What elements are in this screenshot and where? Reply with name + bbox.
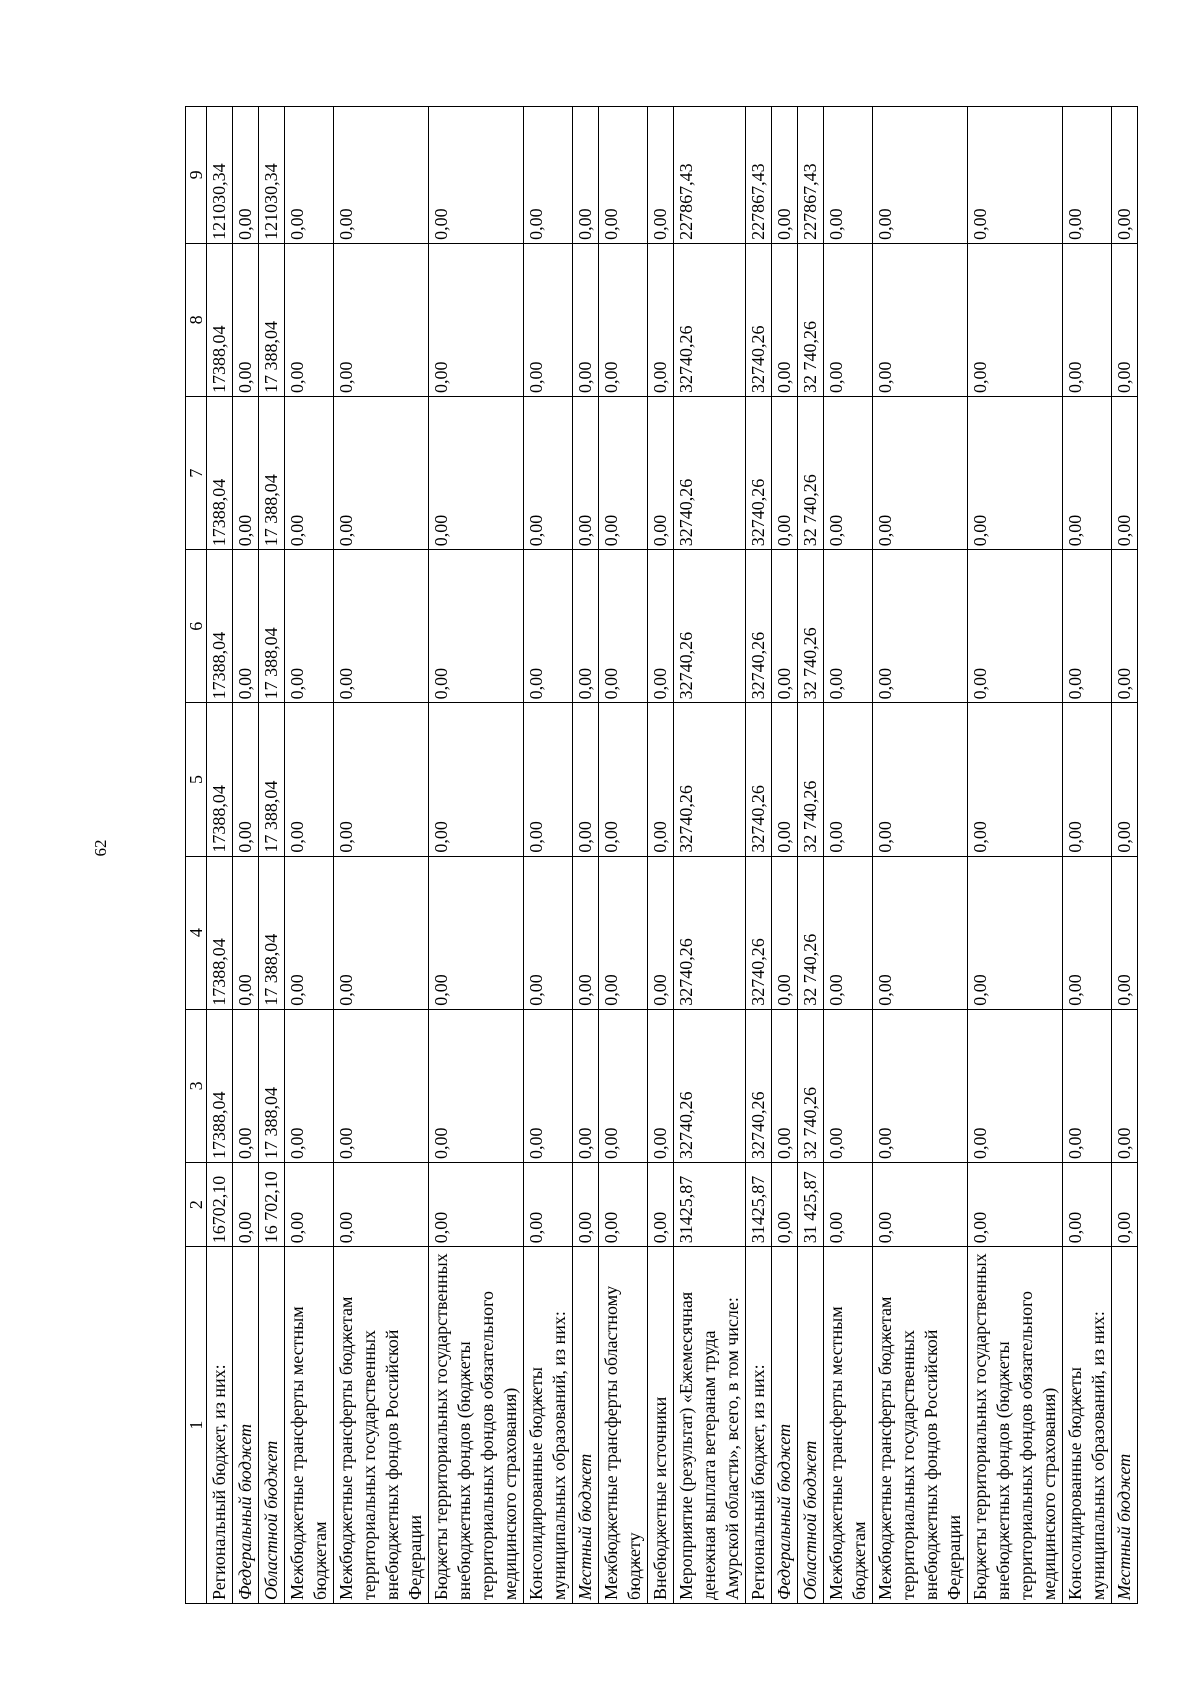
value-cell: 0,00 — [1112, 703, 1138, 856]
value-cell: 32740,26 — [674, 856, 746, 1009]
value-cell: 32740,26 — [746, 1009, 772, 1162]
row-label: Межбюджетные трансферты бюджетам территориальных государственных внебюджетных фондов Российской Федерации — [334, 1247, 429, 1604]
value-cell: 0,00 — [772, 1162, 798, 1246]
value-cell: 0,00 — [599, 550, 648, 703]
value-cell: 0,00 — [873, 243, 968, 396]
value-cell: 0,00 — [1112, 397, 1138, 550]
value-cell: 0,00 — [233, 397, 259, 550]
value-cell: 0,00 — [334, 243, 429, 396]
value-cell: 0,00 — [599, 856, 648, 1009]
value-cell: 0,00 — [648, 243, 674, 396]
row-label: Консолидированные бюджеты муниципальных образований, из них: — [524, 1247, 573, 1604]
value-cell: 0,00 — [968, 1009, 1063, 1162]
value-cell: 0,00 — [599, 1162, 648, 1246]
value-cell: 0,00 — [772, 550, 798, 703]
value-cell: 0,00 — [772, 856, 798, 1009]
table-row — [674, 107, 746, 1604]
value-cell: 0,00 — [334, 550, 429, 703]
value-cell: 227867,43 — [746, 107, 772, 244]
value-cell: 0,00 — [285, 856, 334, 1009]
value-cell: 32740,26 — [674, 703, 746, 856]
table-row — [1063, 107, 1112, 1604]
value-cell: 0,00 — [285, 703, 334, 856]
value-cell: 0,00 — [648, 856, 674, 1009]
table-row — [873, 107, 968, 1604]
value-cell: 0,00 — [429, 856, 524, 1009]
value-cell: 0,00 — [599, 1009, 648, 1162]
value-cell: 0,00 — [429, 1009, 524, 1162]
value-cell: 32 740,26 — [798, 1009, 824, 1162]
value-cell: 0,00 — [1112, 1009, 1138, 1162]
value-cell: 0,00 — [824, 703, 873, 856]
value-cell: 0,00 — [573, 550, 599, 703]
value-cell: 0,00 — [285, 1009, 334, 1162]
value-cell: 17 388,04 — [259, 243, 285, 396]
value-cell: 0,00 — [285, 1162, 334, 1246]
row-label: Внебюджетные источники — [648, 1247, 674, 1604]
value-cell: 0,00 — [772, 1009, 798, 1162]
table-row — [746, 107, 772, 1604]
table-row — [524, 107, 573, 1604]
value-cell: 17388,04 — [207, 397, 233, 550]
value-cell: 0,00 — [573, 703, 599, 856]
table-row — [772, 107, 798, 1604]
table-row — [798, 107, 824, 1604]
row-label: Бюджеты территориальных государственных внебюджетных фондов (бюджеты территориальных фондов обязательного медицинского страхования) — [968, 1247, 1063, 1604]
header-cell: 2 — [186, 1162, 207, 1246]
value-cell: 17388,04 — [207, 856, 233, 1009]
value-cell: 32 740,26 — [798, 397, 824, 550]
value-cell: 0,00 — [648, 703, 674, 856]
header-cell: 1 — [186, 1247, 207, 1604]
value-cell: 0,00 — [233, 107, 259, 244]
value-cell: 0,00 — [968, 243, 1063, 396]
value-cell: 0,00 — [233, 856, 259, 1009]
row-label: Межбюджетные трансферты местным бюджетам — [824, 1247, 873, 1604]
value-cell: 0,00 — [524, 243, 573, 396]
value-cell: 0,00 — [573, 107, 599, 244]
value-cell: 0,00 — [599, 397, 648, 550]
value-cell: 0,00 — [1063, 856, 1112, 1009]
value-cell: 0,00 — [648, 107, 674, 244]
value-cell: 0,00 — [524, 703, 573, 856]
header-cell: 6 — [186, 550, 207, 703]
header-cell: 7 — [186, 397, 207, 550]
value-cell: 16 702,10 — [259, 1162, 285, 1246]
value-cell: 31425,87 — [746, 1162, 772, 1246]
row-label: Местный бюджет — [1112, 1247, 1138, 1604]
value-cell: 0,00 — [334, 703, 429, 856]
value-cell: 0,00 — [648, 550, 674, 703]
value-cell: 0,00 — [772, 397, 798, 550]
value-cell: 0,00 — [824, 243, 873, 396]
row-label: Областной бюджет — [798, 1247, 824, 1604]
table-row — [334, 107, 429, 1604]
value-cell: 0,00 — [573, 1162, 599, 1246]
value-cell: 32740,26 — [674, 243, 746, 396]
value-cell: 0,00 — [524, 107, 573, 244]
value-cell: 0,00 — [824, 856, 873, 1009]
value-cell: 0,00 — [1063, 243, 1112, 396]
header-cell: 4 — [186, 856, 207, 1009]
value-cell: 0,00 — [873, 397, 968, 550]
value-cell: 0,00 — [233, 550, 259, 703]
value-cell: 0,00 — [772, 703, 798, 856]
table-row — [259, 107, 285, 1604]
value-cell: 0,00 — [1112, 107, 1138, 244]
value-cell: 0,00 — [648, 397, 674, 550]
value-cell: 0,00 — [1112, 856, 1138, 1009]
value-cell: 0,00 — [285, 107, 334, 244]
value-cell: 17 388,04 — [259, 856, 285, 1009]
value-cell: 32 740,26 — [798, 550, 824, 703]
value-cell: 0,00 — [285, 397, 334, 550]
value-cell: 0,00 — [573, 1009, 599, 1162]
value-cell: 0,00 — [968, 856, 1063, 1009]
value-cell: 17388,04 — [207, 703, 233, 856]
value-cell: 0,00 — [1063, 107, 1112, 244]
row-label: Федеральный бюджет — [233, 1247, 259, 1604]
table-row — [968, 107, 1063, 1604]
table-row — [599, 107, 648, 1604]
row-label: Межбюджетные трансферты бюджетам территориальных государственных внебюджетных фондов Российской Федерации — [873, 1247, 968, 1604]
value-cell: 32740,26 — [674, 397, 746, 550]
value-cell: 0,00 — [873, 550, 968, 703]
row-label: Региональный бюджет, из них: — [746, 1247, 772, 1604]
value-cell: 32 740,26 — [798, 703, 824, 856]
value-cell: 0,00 — [648, 1009, 674, 1162]
value-cell: 31425,87 — [674, 1162, 746, 1246]
row-label: Федеральный бюджет — [772, 1247, 798, 1604]
value-cell: 0,00 — [873, 1009, 968, 1162]
value-cell: 0,00 — [824, 550, 873, 703]
page-number: 62 — [91, 839, 110, 857]
value-cell: 0,00 — [1112, 243, 1138, 396]
value-cell: 32 740,26 — [798, 243, 824, 396]
value-cell: 0,00 — [968, 550, 1063, 703]
value-cell: 32740,26 — [746, 243, 772, 396]
value-cell: 0,00 — [1063, 1162, 1112, 1246]
value-cell: 0,00 — [968, 397, 1063, 550]
row-label: Бюджеты территориальных государственных внебюджетных фондов (бюджеты территориальных фондов обязательного медицинского страхования) — [429, 1247, 524, 1604]
value-cell: 0,00 — [824, 1162, 873, 1246]
value-cell: 0,00 — [873, 856, 968, 1009]
value-cell: 0,00 — [824, 1009, 873, 1162]
header-cell: 3 — [186, 1009, 207, 1162]
value-cell: 0,00 — [772, 107, 798, 244]
value-cell: 17388,04 — [207, 550, 233, 703]
header-cell: 5 — [186, 703, 207, 856]
table-row — [1112, 107, 1138, 1604]
row-label: Областной бюджет — [259, 1247, 285, 1604]
value-cell: 0,00 — [1063, 550, 1112, 703]
value-cell: 0,00 — [599, 243, 648, 396]
header-row — [186, 107, 207, 1604]
value-cell: 0,00 — [873, 1162, 968, 1246]
value-cell: 17 388,04 — [259, 550, 285, 703]
value-cell: 0,00 — [429, 107, 524, 244]
value-cell: 0,00 — [1063, 397, 1112, 550]
value-cell: 0,00 — [968, 1162, 1063, 1246]
value-cell: 0,00 — [824, 397, 873, 550]
value-cell: 121030,34 — [259, 107, 285, 244]
value-cell: 0,00 — [873, 107, 968, 244]
value-cell: 0,00 — [573, 243, 599, 396]
table-row — [429, 107, 524, 1604]
value-cell: 32 740,26 — [798, 856, 824, 1009]
value-cell: 0,00 — [524, 1009, 573, 1162]
value-cell: 0,00 — [968, 107, 1063, 244]
row-label: Межбюджетные трансферты областному бюджету — [599, 1247, 648, 1604]
value-cell: 0,00 — [1063, 1009, 1112, 1162]
value-cell: 0,00 — [524, 856, 573, 1009]
value-cell: 32740,26 — [674, 1009, 746, 1162]
table-row — [648, 107, 674, 1604]
header-cell: 9 — [186, 107, 207, 244]
value-cell: 31 425,87 — [798, 1162, 824, 1246]
value-cell: 32740,26 — [746, 550, 772, 703]
row-label: Мероприятие (результат) «Ежемесячная денежная выплата ветеранам труда Амурской области», всего, в том числе: — [674, 1247, 746, 1604]
value-cell: 0,00 — [824, 107, 873, 244]
financing-table — [185, 106, 1138, 1604]
header-cell: 8 — [186, 243, 207, 396]
value-cell: 0,00 — [599, 703, 648, 856]
value-cell: 0,00 — [968, 703, 1063, 856]
table-row — [285, 107, 334, 1604]
row-label: Региональный бюджет, из них: — [207, 1247, 233, 1604]
value-cell: 0,00 — [285, 243, 334, 396]
value-cell: 0,00 — [429, 1162, 524, 1246]
value-cell: 0,00 — [524, 550, 573, 703]
value-cell: 227867,43 — [674, 107, 746, 244]
value-cell: 0,00 — [429, 550, 524, 703]
value-cell: 32740,26 — [674, 550, 746, 703]
value-cell: 0,00 — [334, 1009, 429, 1162]
value-cell: 227867,43 — [798, 107, 824, 244]
value-cell: 0,00 — [873, 703, 968, 856]
table-row — [573, 107, 599, 1604]
value-cell: 0,00 — [524, 397, 573, 550]
value-cell: 32740,26 — [746, 856, 772, 1009]
value-cell: 17388,04 — [207, 243, 233, 396]
table-row — [233, 107, 259, 1604]
value-cell: 0,00 — [599, 107, 648, 244]
value-cell: 17388,04 — [207, 1009, 233, 1162]
value-cell: 0,00 — [334, 397, 429, 550]
row-label: Местный бюджет — [573, 1247, 599, 1604]
value-cell: 0,00 — [524, 1162, 573, 1246]
value-cell: 0,00 — [233, 243, 259, 396]
table-body — [207, 107, 1138, 1604]
value-cell: 0,00 — [233, 703, 259, 856]
value-cell: 0,00 — [334, 107, 429, 244]
value-cell: 0,00 — [1112, 550, 1138, 703]
value-cell: 17 388,04 — [259, 397, 285, 550]
rotated-table-area — [185, 106, 1151, 1604]
value-cell: 0,00 — [1063, 703, 1112, 856]
value-cell: 0,00 — [772, 243, 798, 396]
value-cell: 0,00 — [1112, 1162, 1138, 1246]
value-cell: 0,00 — [429, 397, 524, 550]
row-label: Межбюджетные трансферты местным бюджетам — [285, 1247, 334, 1604]
value-cell: 0,00 — [334, 856, 429, 1009]
value-cell: 0,00 — [429, 243, 524, 396]
table-row — [207, 107, 233, 1604]
value-cell: 0,00 — [285, 550, 334, 703]
value-cell: 0,00 — [573, 397, 599, 550]
value-cell: 0,00 — [648, 1162, 674, 1246]
value-cell: 17 388,04 — [259, 1009, 285, 1162]
value-cell: 121030,34 — [207, 107, 233, 244]
value-cell: 0,00 — [233, 1009, 259, 1162]
value-cell: 32740,26 — [746, 397, 772, 550]
value-cell: 0,00 — [429, 703, 524, 856]
value-cell: 32740,26 — [746, 703, 772, 856]
value-cell: 0,00 — [573, 856, 599, 1009]
table-row — [824, 107, 873, 1604]
value-cell: 16702,10 — [207, 1162, 233, 1246]
value-cell: 17 388,04 — [259, 703, 285, 856]
row-label: Консолидированные бюджеты муниципальных образований, из них: — [1063, 1247, 1112, 1604]
value-cell: 0,00 — [233, 1162, 259, 1246]
value-cell: 0,00 — [334, 1162, 429, 1246]
